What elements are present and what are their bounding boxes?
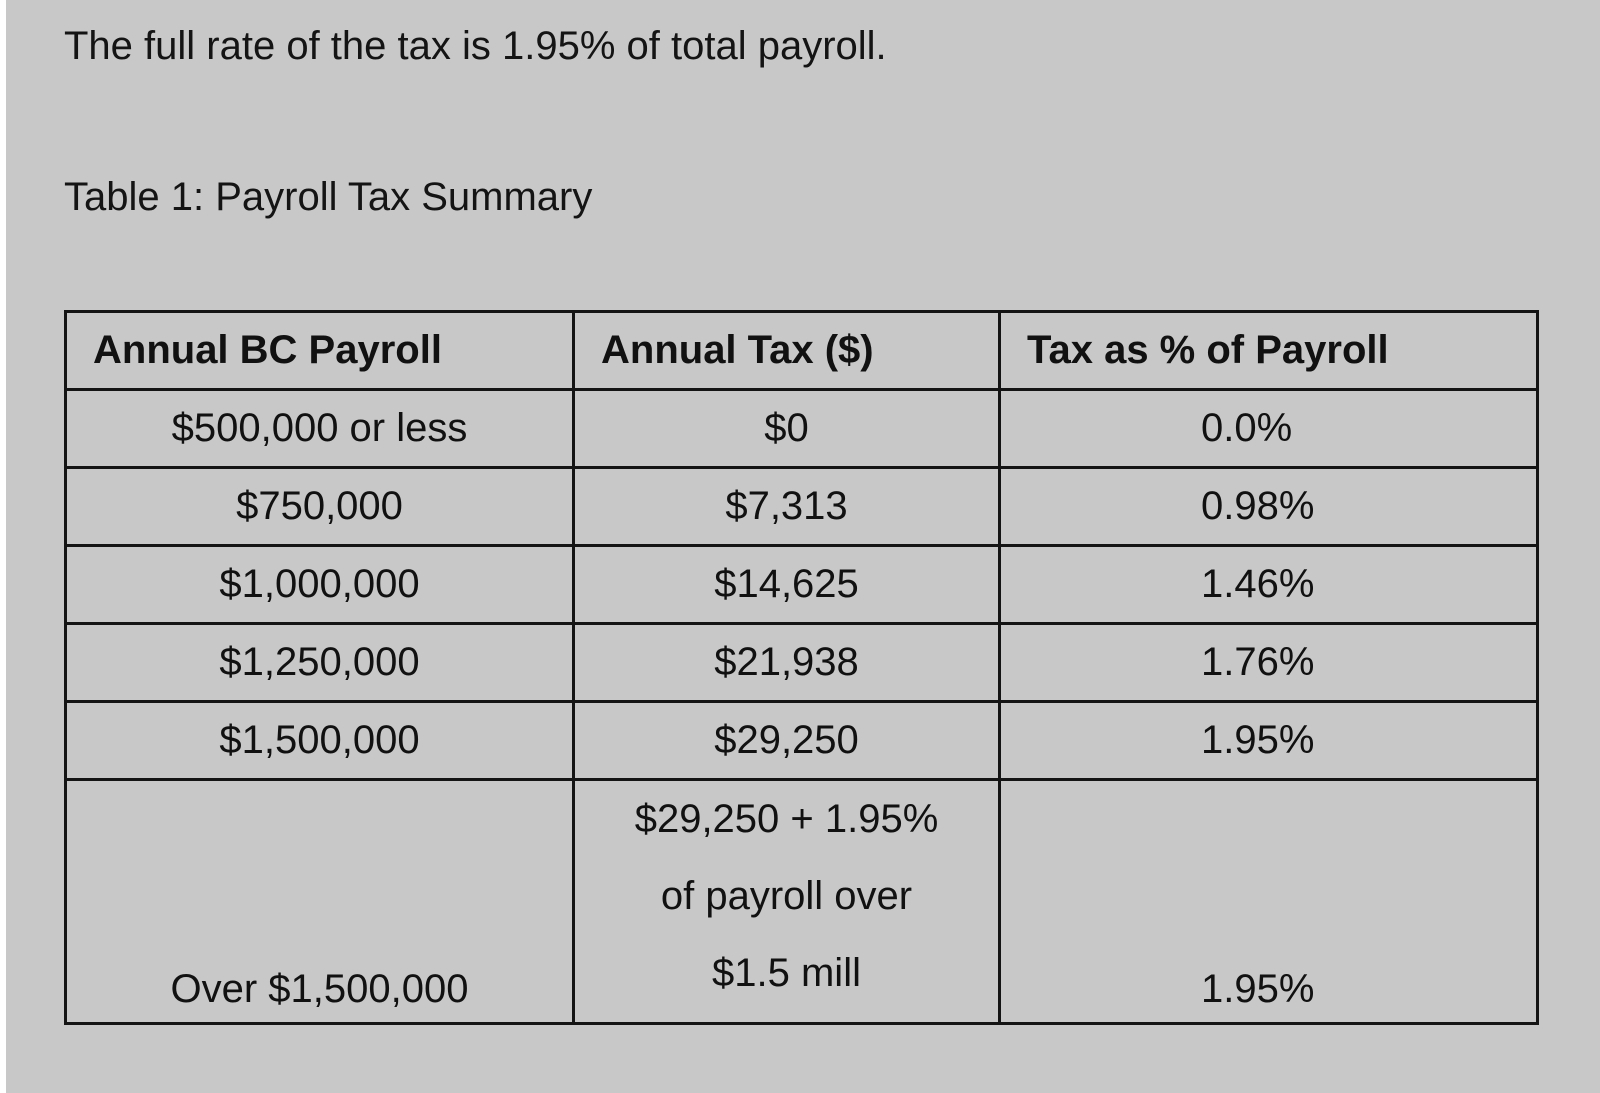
payroll-cell: Over $1,500,000 [66, 780, 574, 1024]
header-annual-tax: Annual Tax ($) [574, 312, 1000, 390]
tax-cell: $7,313 [574, 468, 1000, 546]
header-tax-percent: Tax as % of Payroll [1000, 312, 1538, 390]
document-page [6, 0, 1600, 1093]
tax-cell: $21,938 [574, 624, 1000, 702]
percent-cell: 1.95% [1000, 702, 1538, 780]
tax-cell: $0 [574, 390, 1000, 468]
payroll-cell: $1,250,000 [66, 624, 574, 702]
payroll-cell: $1,000,000 [66, 546, 574, 624]
table-row [66, 390, 1538, 468]
table-row [66, 546, 1538, 624]
percent-cell: 1.76% [1000, 624, 1538, 702]
tax-cell [574, 780, 1000, 1024]
tax-line: $1.5 mill [712, 951, 861, 995]
payroll-cell: $500,000 or less [66, 390, 574, 468]
percent-cell: 1.95% [1000, 780, 1538, 1024]
percent-cell: 0.0% [1000, 390, 1538, 468]
payroll-cell: $750,000 [66, 468, 574, 546]
table-row [66, 702, 1538, 780]
tax-line: of payroll over [660, 874, 913, 918]
tax-cell: $14,625 [574, 546, 1000, 624]
header-annual-bc-payroll: Annual BC Payroll [66, 312, 574, 390]
table-row [66, 624, 1538, 702]
table-row-over-threshold [66, 780, 1538, 1024]
tax-cell: $29,250 [574, 702, 1000, 780]
intro-text: The full rate of the tax is 1.95% of total payroll. [64, 24, 887, 68]
payroll-tax-table [64, 310, 1539, 1025]
payroll-cell: $1,500,000 [66, 702, 574, 780]
percent-cell: 1.46% [1000, 546, 1538, 624]
table-row [66, 468, 1538, 546]
table-caption: Table 1: Payroll Tax Summary [64, 175, 593, 219]
percent-cell: 0.98% [1000, 468, 1538, 546]
table-header-row [66, 312, 1538, 390]
tax-line: $29,250 + 1.95% [634, 797, 939, 841]
